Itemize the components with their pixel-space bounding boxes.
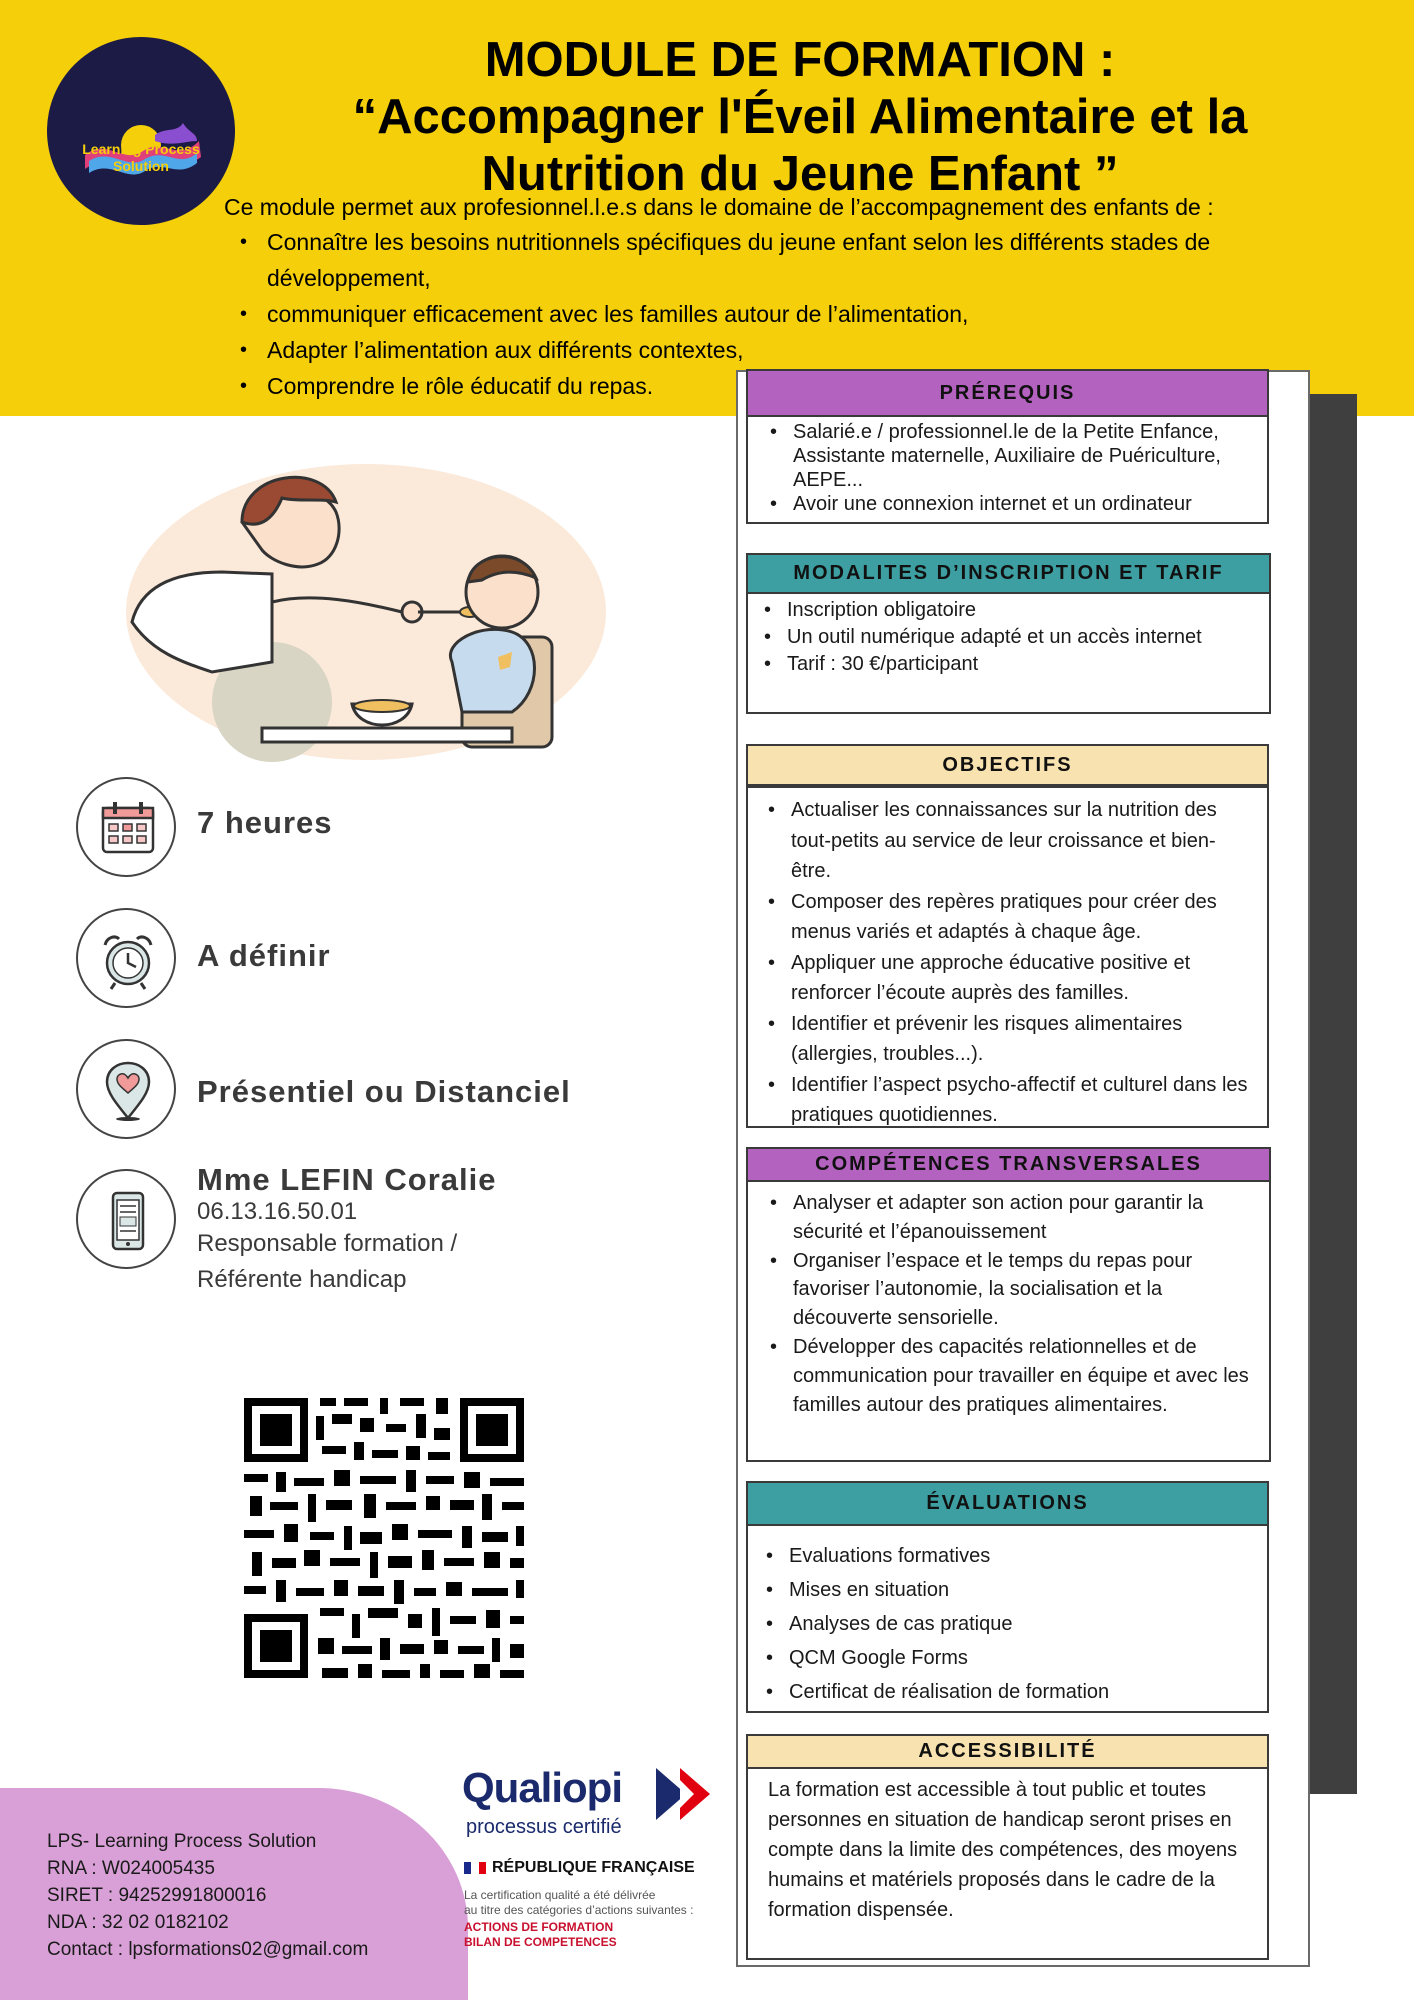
intro-bullet: • Adapter l’alimentation aux différents contextes, xyxy=(240,332,1350,368)
logo-text xyxy=(47,141,235,175)
contact-role-line2: Référente handicap xyxy=(197,1266,407,1293)
qualiopi-arrow-icon xyxy=(652,1766,718,1822)
prerequis-item: • Salarié.e / professionnel.le de la Petite Enfance, Assistante maternelle, Auxiliaire de Puériculture, AEPE... xyxy=(766,420,1255,492)
accessibilite-box xyxy=(746,1767,1269,1960)
qr-code-graphic xyxy=(230,1384,538,1692)
inscription-box xyxy=(746,592,1271,714)
evaluations-heading: ÉVALUATIONS xyxy=(746,1481,1269,1526)
legal-contact[interactable]: Contact : lpsformations02@gmail.com xyxy=(47,1939,369,1960)
intro-bullet: • communiquer efficacement avec les familles autour de l’alimentation, xyxy=(240,296,1350,332)
competence-item: • Développer des capacités relationnelles et de communication pour travailler en équipe et avec les familles autour des pratiques alimentaires. xyxy=(766,1333,1259,1419)
objectifs-heading: OBJECTIFS xyxy=(746,744,1269,786)
inscription-item: • Inscription obligatoire xyxy=(760,597,1257,624)
legal-line: SIRET : 94252991800016 xyxy=(47,1885,267,1906)
mode-label: Présentiel ou Distanciel xyxy=(197,1074,571,1109)
evaluation-item: • Evaluations formatives xyxy=(762,1539,1255,1573)
certification-line: au titre des catégories d’actions suivantes : xyxy=(464,1903,694,1917)
inscription-item: • Tarif : 30 €/participant xyxy=(760,651,1257,678)
contact-icon-circle xyxy=(76,1169,176,1269)
qualiopi-subtitle: processus certifié xyxy=(466,1816,622,1838)
legal-line: LPS- Learning Process Solution xyxy=(47,1831,317,1852)
republic-label: RÉPUBLIQUE FRANÇAISE xyxy=(492,1859,695,1876)
certified-action: BILAN DE COMPETENCES xyxy=(464,1935,617,1949)
contact-details xyxy=(197,1198,457,1298)
qualiopi-brand: Qualiopi xyxy=(462,1764,622,1811)
evaluation-item: • Certificat de réalisation de formation xyxy=(762,1675,1255,1709)
duration-icon-circle xyxy=(76,777,176,877)
logo xyxy=(47,37,235,225)
smartphone-icon xyxy=(97,1190,159,1252)
logo-wave-icon xyxy=(47,37,235,225)
intro-text: Ce module permet aux profesionnel.l.e.s dans le domaine de l’accompagnement des enfants de : xyxy=(224,194,1214,220)
prerequis-heading: PRÉREQUIS xyxy=(746,369,1269,417)
competences-box xyxy=(746,1180,1271,1462)
objectif-item: • Appliquer une approche éducative positive et renforcer l’écoute auprès des familles. xyxy=(764,948,1253,1009)
objectif-item: • Actualiser les connaissances sur la nutrition des tout-petits au service de leur croissance et bien-être. xyxy=(764,795,1253,887)
feeding-illustration xyxy=(122,462,607,778)
title-line-1: MODULE DE FORMATION : xyxy=(484,33,1116,87)
qr-code[interactable] xyxy=(230,1384,538,1692)
objectif-item: • Composer des repères pratiques pour créer des menus variés et adaptés à chaque âge. xyxy=(764,887,1253,948)
logo-text-line2: Solution xyxy=(113,158,169,174)
prerequis-item: • Avoir une connexion internet et un ordinateur xyxy=(766,492,1255,516)
competences-heading: COMPÉTENCES TRANSVERSALES xyxy=(746,1147,1271,1182)
objectifs-box xyxy=(746,786,1269,1128)
inscription-heading: MODALITES D’INSCRIPTION ET TARIF xyxy=(746,553,1271,594)
objectif-item: • Identifier et prévenir les risques alimentaires (allergies, troubles...). xyxy=(764,1009,1253,1070)
duration-label: 7 heures xyxy=(197,805,333,840)
page-title xyxy=(250,32,1350,203)
certified-action: ACTIONS DE FORMATION xyxy=(464,1920,614,1934)
competence-item: • Organiser l’espace et le temps du repas pour favoriser l’autonomie, la socialisation et la découverte sensorielle. xyxy=(766,1247,1259,1333)
inscription-item: • Un outil numérique adapté et un accès internet xyxy=(760,624,1257,651)
objectif-item: • Identifier l’aspect psycho-affectif et culturel dans les pratiques quotidiennes. xyxy=(764,1070,1253,1131)
evaluations-box xyxy=(746,1524,1269,1713)
french-flag-icon xyxy=(464,1862,486,1874)
accessibilite-text: La formation est accessible à tout public et toutes personnes en situation de handicap seront prises en compte dans la limite des compétences, des moyens humains et matériels proposés dans le cadre de la formation dispensée. xyxy=(768,1779,1238,1921)
schedule-icon-circle xyxy=(76,908,176,1008)
logo-text-line1: Learning Process xyxy=(82,141,200,157)
contact-phone: 06.13.16.50.01 xyxy=(197,1198,358,1225)
qualiopi-logo xyxy=(462,1762,732,1962)
certified-actions xyxy=(464,1920,617,1950)
location-heart-icon xyxy=(97,1060,159,1122)
legal-line: RNA : W024005435 xyxy=(47,1858,215,1879)
alarm-clock-icon xyxy=(97,929,159,991)
prerequis-box xyxy=(746,415,1269,524)
legal-info xyxy=(47,1828,368,1963)
mode-icon-circle xyxy=(76,1039,176,1139)
calendar-icon xyxy=(97,798,159,860)
certification-line: La certification qualité a été délivrée xyxy=(464,1888,656,1902)
intro-bullet: • Comprendre le rôle éducatif du repas. xyxy=(240,368,1350,404)
title-line-2: “Accompagner l'Éveil Alimentaire et la xyxy=(352,90,1248,144)
schedule-label: A définir xyxy=(197,938,331,973)
certification-note xyxy=(464,1888,693,1918)
competence-item: • Analyser et adapter son action pour garantir la sécurité et l’épanouissement xyxy=(766,1189,1259,1247)
intro-bullet: • Connaître les besoins nutritionnels spécifiques du jeune enfant selon les différents stades de développement, xyxy=(240,224,1350,296)
evaluation-item: • QCM Google Forms xyxy=(762,1641,1255,1675)
accessibilite-heading: ACCESSIBILITÉ xyxy=(746,1734,1269,1769)
legal-line: NDA : 32 02 0182102 xyxy=(47,1912,229,1933)
contact-role-line1: Responsable formation / xyxy=(197,1230,458,1257)
title-line-3: Nutrition du Jeune Enfant ” xyxy=(481,147,1119,201)
evaluation-item: • Analyses de cas pratique xyxy=(762,1607,1255,1641)
evaluation-item: • Mises en situation xyxy=(762,1573,1255,1607)
contact-name: Mme LEFIN Coralie xyxy=(197,1162,497,1197)
